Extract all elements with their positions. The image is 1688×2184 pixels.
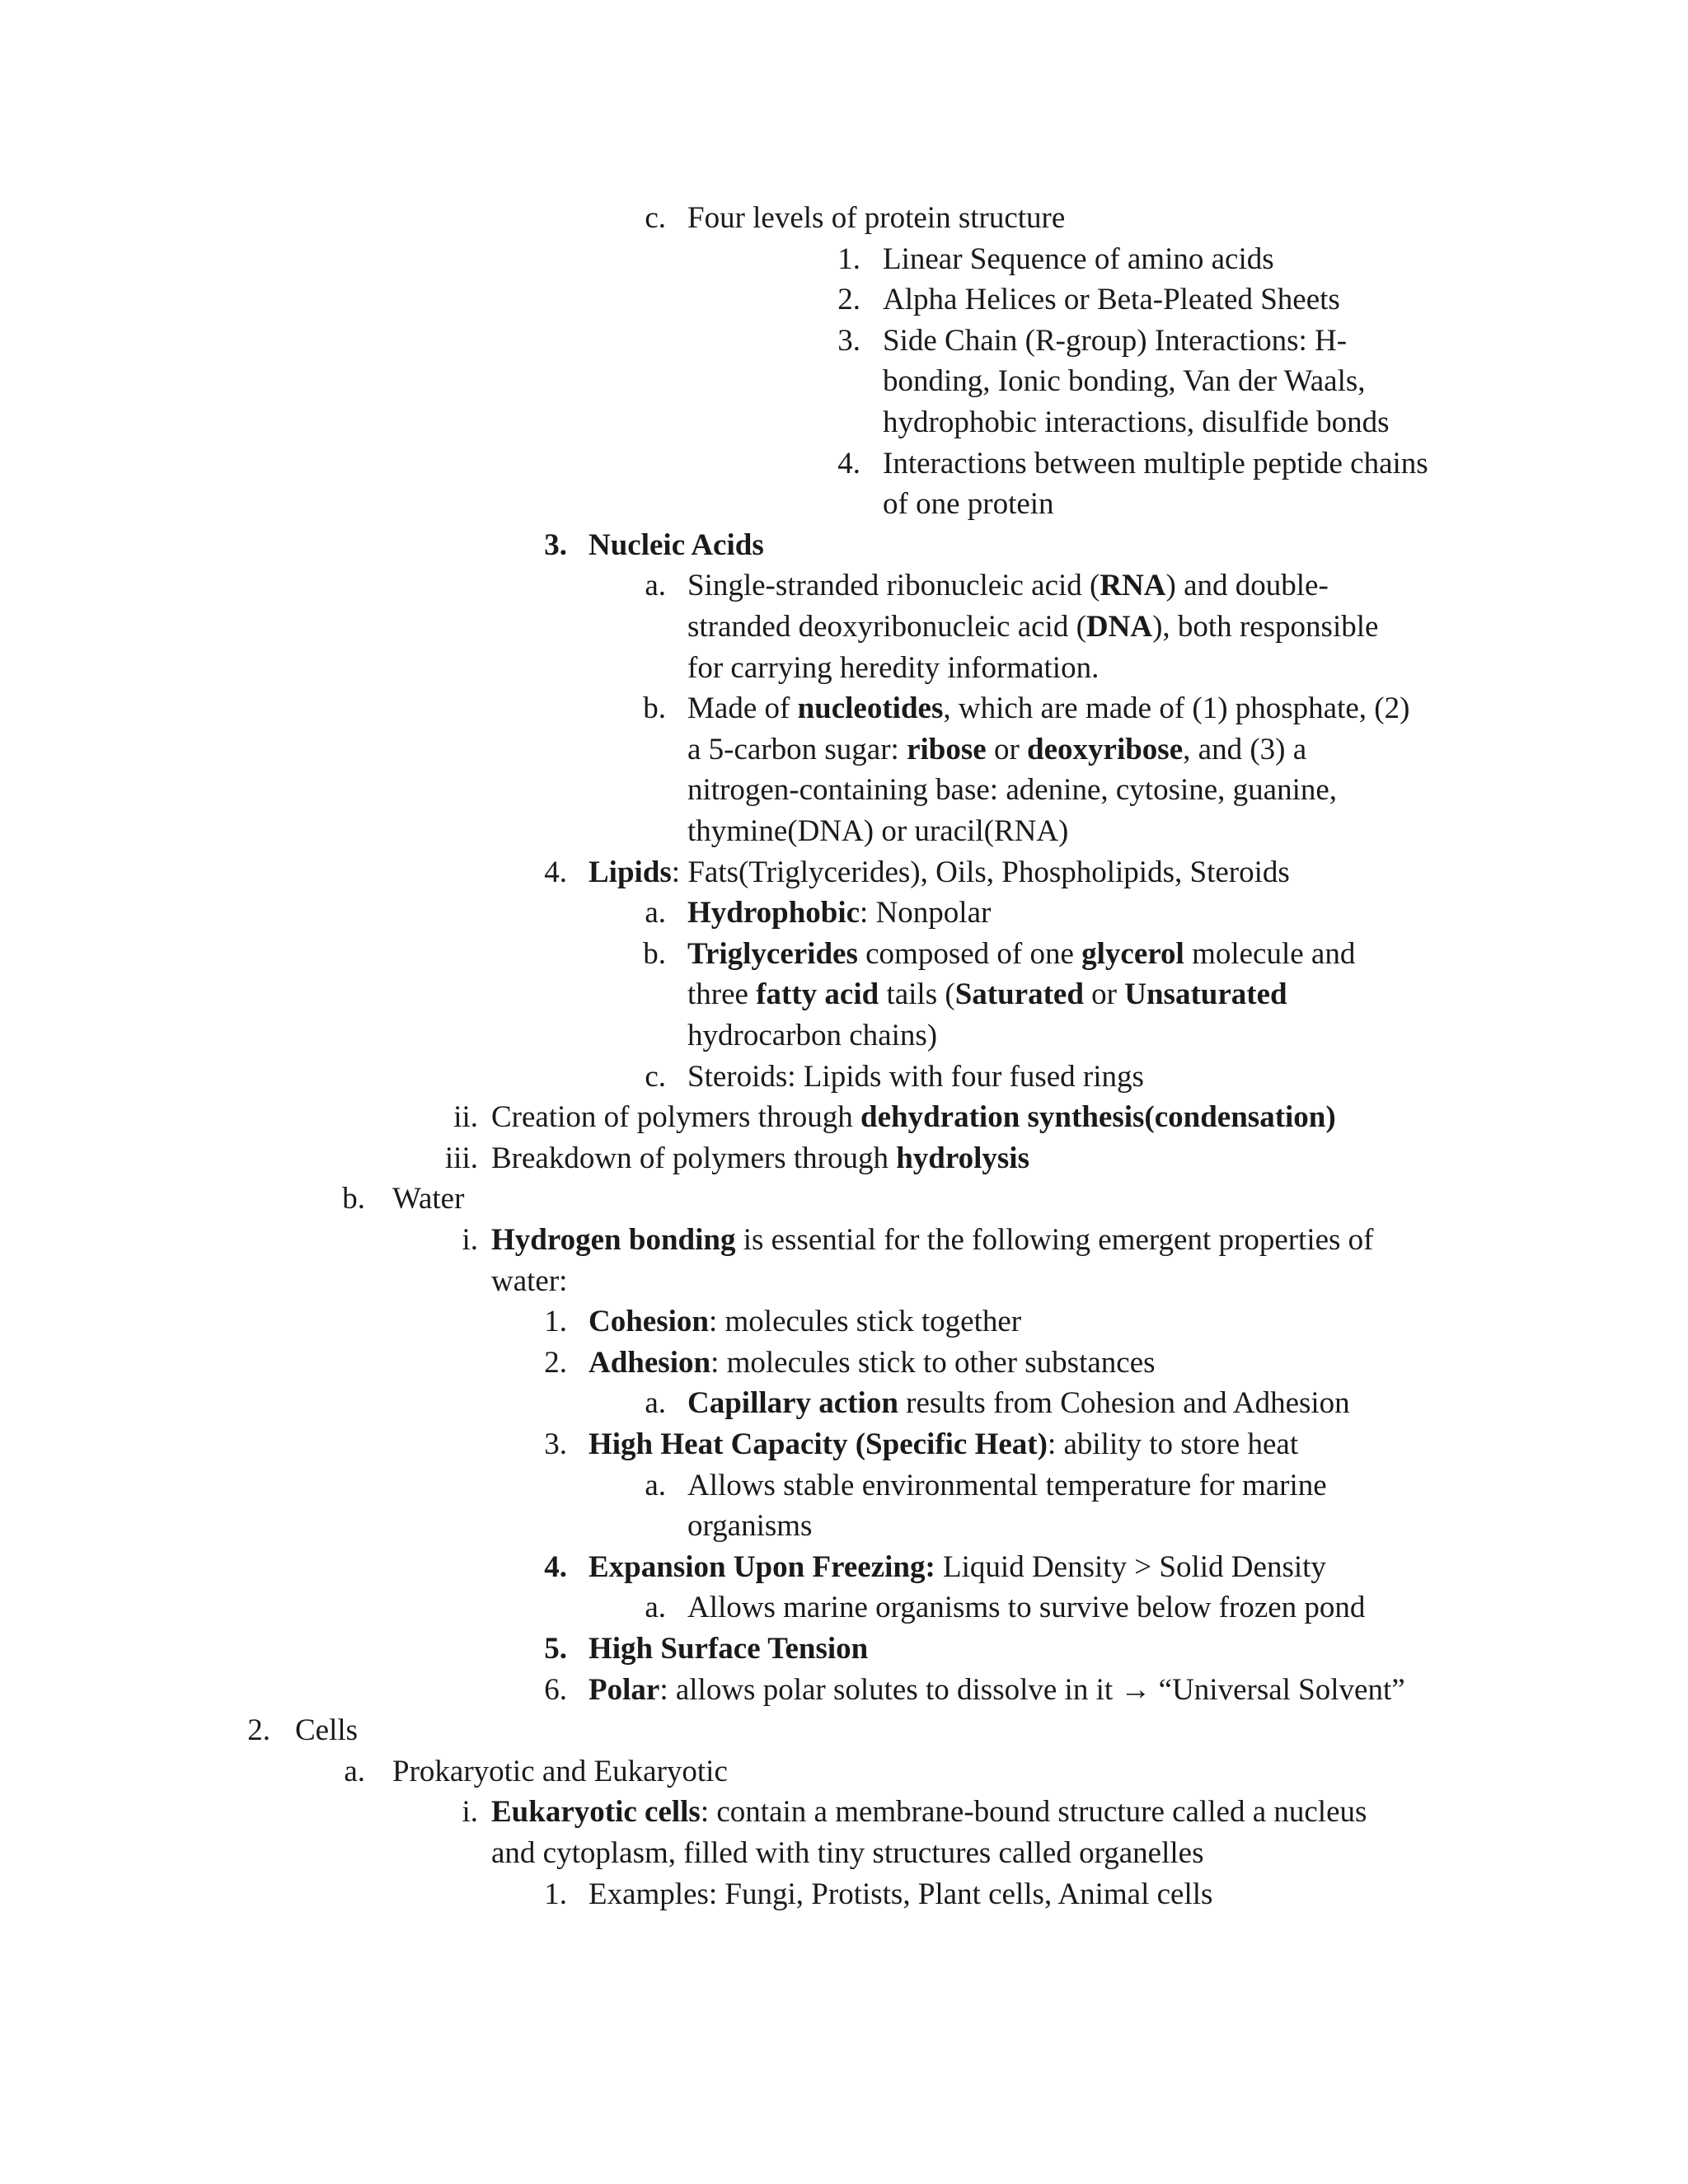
line-text [883,279,1340,321]
line-text [588,1301,1021,1343]
line-text [491,1220,1374,1261]
text-segment: : ability to store heat [1047,1427,1299,1461]
text-segment: Water [392,1182,465,1216]
list-marker: b. [643,691,666,726]
outline-line [0,1751,1688,1793]
line-text [883,402,1390,443]
text-segment: Allows stable environmental temperature for marine [687,1468,1327,1502]
outline-line [0,1465,1688,1507]
text-segment: Steroids: Lipids with four fused rings [687,1059,1144,1094]
text-segment: Interactions between multiple peptide chains [883,446,1428,480]
line-text [491,1833,1203,1874]
text-segment: : molecules stick together [708,1305,1022,1339]
bold-term: Saturated [954,977,1084,1012]
list-marker: 3. [544,1427,567,1461]
bold-term: hydrolysis [896,1141,1029,1175]
line-text [687,729,1306,771]
outline-line [0,1261,1688,1302]
text-segment: results from Cohesion and Adhesion [898,1386,1350,1421]
text-segment: : contain a membrane-bound structure called a nucleus [700,1795,1367,1830]
outline-line [0,239,1688,280]
line-text [491,1792,1367,1833]
outline-line [0,770,1688,811]
bold-term: Lipids [588,855,672,889]
bold-term: glycerol [1081,936,1184,971]
line-text [687,1383,1350,1424]
text-segment: : molecules stick to other substances [710,1345,1156,1380]
line-text [687,607,1378,648]
text-segment: Linear Sequence of amino acids [883,241,1274,276]
bold-term: Cohesion [588,1305,709,1339]
text-segment: ) and double- [1165,569,1329,603]
list-marker: 5. [544,1632,567,1666]
list-marker: a. [645,1386,666,1421]
line-text [883,361,1366,402]
list-marker: 3. [544,527,567,562]
bold-term: DNA [1085,610,1153,644]
text-segment: and cytoplasm, filled with tiny structures called organelles [491,1836,1204,1870]
text-segment: Single-stranded ribonucleic acid ( [687,569,1100,603]
bold-term: Hydrogen bonding [491,1223,736,1257]
bold-term: Hydrophobic [687,896,860,930]
outline-line [0,648,1688,689]
bold-term: Expansion Upon Freezing: [588,1549,935,1584]
text-segment: a 5-carbon sugar: [687,732,907,766]
text-segment: Examples: Fungi, Protists, Plant cells, Animal cells [588,1877,1213,1911]
bold-term: ribose [907,732,987,766]
bold-term: RNA [1100,569,1166,603]
outline-line [0,1015,1688,1057]
outline-line [0,198,1688,239]
list-marker: a. [645,569,666,603]
outline-line [0,607,1688,648]
text-segment: organisms [687,1509,813,1544]
text-segment: for carrying heredity information. [687,650,1100,685]
line-text [883,484,1054,525]
bold-term: Nucleic Acids [588,527,764,562]
bold-term: deoxyribose [1027,732,1184,766]
outline-line [0,974,1688,1015]
line-text [588,1874,1212,1915]
line-text [687,648,1099,689]
line-text [687,1506,812,1547]
text-segment: Made of [687,691,798,726]
outline-line [0,361,1688,402]
bold-term: High Surface Tension [588,1632,869,1666]
list-marker: 4. [544,1549,567,1584]
text-segment: Cells [295,1713,359,1748]
outline-line [0,1629,1688,1670]
list-marker: iii. [444,1141,478,1175]
text-segment: : Nonpolar [860,896,992,930]
line-text [392,1179,464,1220]
line-text [491,1138,1029,1179]
line-text [687,565,1329,607]
line-text [883,321,1347,362]
outline-line [0,1424,1688,1465]
text-segment: thymine(DNA) or uracil(RNA) [687,814,1069,848]
text-segment: composed of one [857,936,1082,971]
line-text [588,1670,1405,1711]
bold-term: dehydration synthesis(condensation) [860,1100,1336,1135]
outline-line [0,1138,1688,1179]
line-text [687,893,991,934]
bold-term: Polar [588,1672,660,1707]
text-segment: bonding, Ionic bonding, Van der Waals, [883,364,1366,399]
line-text [392,1751,728,1793]
text-segment: tails ( [879,977,955,1012]
outline-line [0,1179,1688,1220]
outline-line [0,1547,1688,1588]
list-marker: 4. [544,855,567,889]
text-segment: ), both responsible [1152,610,1379,644]
bold-term: fatty acid [756,977,879,1012]
text-segment: hydrocarbon chains) [687,1019,938,1052]
line-text [588,1629,868,1670]
outline-line [0,402,1688,443]
text-segment: : Fats(Triglycerides), Oils, Phospholipids, Steroids [671,855,1290,889]
outline-line [0,1587,1688,1629]
line-text [687,1057,1144,1098]
bold-term: Unsaturated [1124,977,1287,1012]
outline-line [0,934,1688,975]
list-marker: i. [462,1223,478,1257]
outline-line [0,1220,1688,1261]
outline-line [0,1506,1688,1547]
text-segment: three [687,977,757,1012]
list-marker: ii. [453,1100,478,1135]
list-marker: 2. [544,1345,567,1380]
text-segment: , which are made of (1) phosphate, (2) [943,691,1410,726]
line-text [491,1261,567,1302]
outline-line [0,1833,1688,1874]
text-segment: of one protein [883,487,1054,522]
text-segment: Breakdown of polymers through [491,1141,897,1175]
list-marker: a. [344,1754,365,1788]
bold-term: High Heat Capacity (Specific Heat) [588,1427,1048,1461]
text-segment: Side Chain (R-group) Interactions: H- [883,323,1348,358]
text-segment: hydrophobic interactions, disulfide bonds [883,405,1390,439]
list-marker: 6. [544,1672,567,1707]
list-marker: 1. [544,1877,567,1911]
list-marker: i. [462,1795,478,1830]
list-marker: c. [645,201,666,235]
list-marker: 3. [837,323,860,358]
line-text [687,934,1355,975]
line-text [588,852,1290,893]
outline-line [0,688,1688,729]
list-marker: 2. [247,1713,270,1748]
text-segment: or [986,732,1028,766]
text-segment: Prokaryotic and Eukaryotic [392,1754,728,1788]
list-marker: b. [643,936,666,971]
text-segment: molecule and [1184,936,1356,971]
outline-line [0,1792,1688,1833]
line-text [687,198,1065,239]
line-text [295,1710,358,1751]
line-text [588,1343,1156,1384]
outline-line [0,1343,1688,1384]
list-marker: 1. [544,1305,567,1339]
outline-line [0,1057,1688,1098]
text-segment: stranded deoxyribonucleic acid ( [687,610,1086,644]
outline-line [0,279,1688,321]
line-text [883,443,1428,485]
outline-line [0,484,1688,525]
list-marker: b. [342,1182,365,1216]
outline-line [0,893,1688,934]
outline-line [0,1097,1688,1138]
text-segment: nitrogen-containing base: adenine, cytosine, guanine, [687,773,1338,808]
line-text [687,1465,1327,1507]
line-text [687,770,1337,811]
bold-term: Eukaryotic cells [491,1795,701,1830]
outline-line [0,1670,1688,1711]
line-text [883,239,1274,280]
line-text [588,525,764,566]
outline-line [0,1383,1688,1424]
list-marker: a. [645,1468,666,1502]
list-marker: 1. [837,241,860,276]
list-marker: 2. [837,283,860,317]
line-text [491,1097,1336,1138]
outline-line [0,852,1688,893]
line-text [687,811,1068,852]
bold-term: Adhesion [588,1345,711,1380]
outline-line [0,1874,1688,1915]
outline-line [0,525,1688,566]
text-segment: Allows marine organisms to survive below frozen pond [687,1591,1366,1625]
bold-term: nucleotides [797,691,944,726]
text-segment: is essential for the following emergent properties of [735,1223,1374,1257]
text-segment: water: [491,1263,568,1298]
text-segment: Four levels of protein structure [687,201,1066,235]
text-segment: Creation of polymers through [491,1100,861,1135]
text-segment: or [1083,977,1125,1012]
list-marker: a. [645,1591,666,1625]
list-marker: a. [645,896,666,930]
list-marker: 4. [837,446,860,480]
text-segment: , and (3) a [1183,732,1307,766]
text-segment: Liquid Density > Solid Density [935,1549,1326,1584]
line-text [687,1587,1365,1629]
line-text [588,1547,1326,1588]
outline-line [0,443,1688,485]
line-text [687,688,1409,729]
bold-term: → [1120,1672,1151,1707]
outline-line [0,565,1688,607]
text-segment: : allows polar solutes to dissolve in it [659,1672,1121,1707]
line-text [687,1015,937,1057]
outline-line [0,811,1688,852]
text-segment: “Universal Solvent” [1151,1672,1405,1707]
text-segment: Alpha Helices or Beta-Pleated Sheets [883,283,1340,317]
outline-line [0,729,1688,771]
list-marker: c. [645,1059,666,1094]
bold-term: Capillary action [687,1386,898,1421]
outline-line [0,1710,1688,1751]
outline-line [0,321,1688,362]
line-text [588,1424,1298,1465]
line-text [687,974,1287,1015]
bold-term: Triglycerides [687,936,858,971]
outline-line [0,1301,1688,1343]
